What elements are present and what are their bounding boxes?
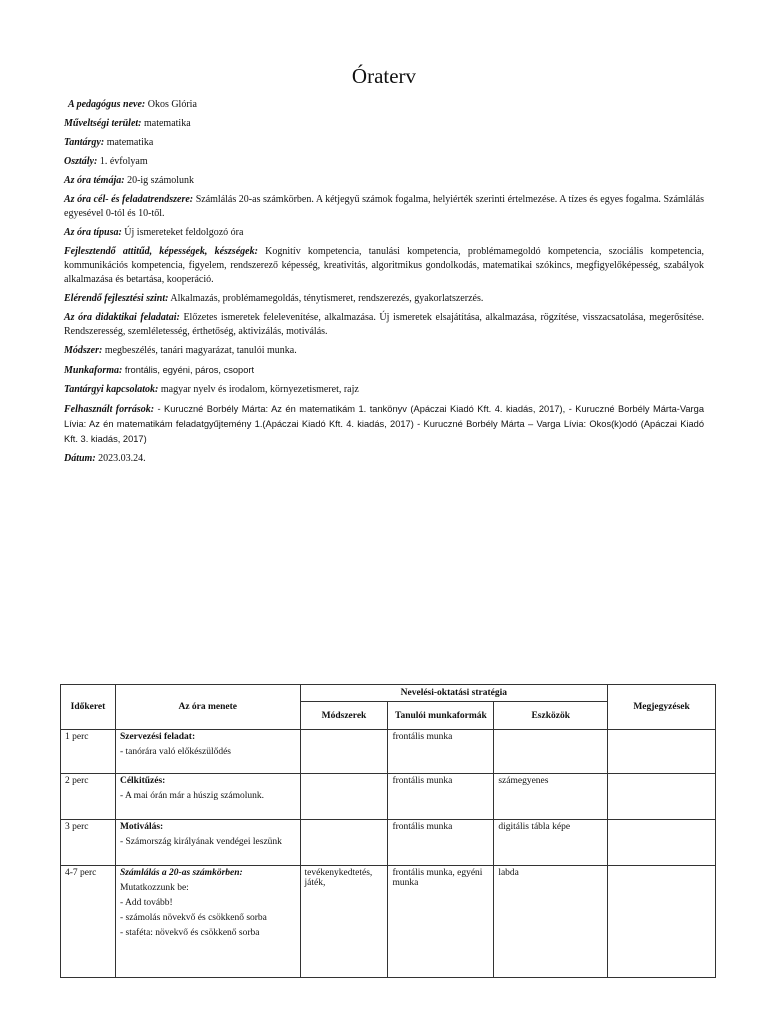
meta-type: Az óra típusa: Új ismereteket feldolgozó óra	[64, 227, 244, 238]
table-row: 4-7 perc Számlálás a 20-as számkörben: Mutatkozzunk be: - Add tovább! - számolás növekvő és csökkenő sorba - staféta: növekvő és csökkenő sorba tevékenykedtetés, játék, frontális munka, egyéni munka labda	[61, 866, 716, 978]
meta-topic: Az óra témája: 20-ig számolunk	[64, 175, 194, 186]
meta-skills: Fejlesztendő attitűd, képességek, készségek: Kognitív kompetencia, tanulási kompetencia, problémamegoldó kompetencia, szociális kompetencia, kommunikációs kompetencia, figyelem, rendszerező képesség, kreativitás, algoritmikus gondolkodás, matematikai szókincs, megfigyelőképesség, szabályok alkalmazása és betartása, kooperáció.	[64, 246, 704, 285]
table-row: 3 perc Motiválás: - Számország királyának vendégei leszünk frontális munka digitális tábla képe	[61, 820, 716, 866]
meta-domain: Műveltségi terület: matematika	[64, 118, 191, 129]
lesson-meta	[64, 98, 704, 471]
meta-goals: Az óra cél- és feladatrendszere: Számlálás 20-as számkörben. A kétjegyű számok fogalma, helyiérték szerinti értelmezése. A tízes és egyes fogalma. Számlálás egyesével 0-tól és 10-től.	[64, 194, 704, 219]
header-time: Időkeret	[61, 685, 116, 730]
meta-sources: Felhasznált források: - Kuruczné Borbély Márta: Az én matematikám 1. tankönyv (Apáczai Kiadó Kft. 4. kiadás, 2017), - Kuruczné Borbély Márta-Varga Lívia: Az én matematikám feladatgyűjtemény 1.(Apáczai Kiadó Kft. 4. kiadás, 2017) - Kuruczné Borbély Márta – Varga Lívia: Okos(k)odó (Apáczai Kiadó Kft. 3. kiadás, 2017)	[64, 404, 704, 444]
meta-teacher: A pedagógus neve: Okos Glória	[68, 99, 197, 110]
meta-date: Dátum: 2023.03.24.	[64, 453, 146, 464]
lesson-table	[60, 684, 716, 978]
meta-didactic: Az óra didaktikai feladatai: Előzetes ismeretek felelevenítése, alkalmazása. Új ismeretek elsajátítása, alkalmazása, rögzítése, visszacsatolása, megerősítése. Rendszeresség, szemléletesség, érthetőség, aktivizálás, motiválás.	[64, 312, 705, 337]
header-tools: Eszközök	[494, 702, 608, 730]
meta-method: Módszer: megbeszélés, tanári magyarázat, tanulói munka.	[64, 345, 297, 356]
table-row: 1 perc Szervezési feladat: - tanórára való előkészülődés frontális munka	[61, 730, 716, 774]
header-process: Az óra menete	[115, 685, 300, 730]
header-notes: Megjegyzések	[608, 685, 716, 730]
meta-grade: Osztály: 1. évfolyam	[64, 156, 148, 167]
header-workforms: Tanulói munkaformák	[388, 702, 494, 730]
header-strategy: Nevelési-oktatási stratégia	[300, 685, 608, 702]
meta-connections: Tantárgyi kapcsolatok: magyar nyelv és irodalom, környezetismeret, rajz	[64, 384, 359, 395]
meta-subject: Tantárgy: matematika	[64, 137, 154, 148]
meta-level: Elérendő fejlesztési szint: Alkalmazás, problémamegoldás, ténytismeret, rendszerezés, gyakorlatszerzés.	[64, 293, 484, 304]
meta-workform: Munkaforma: frontális, egyéni, páros, csoport	[64, 365, 255, 376]
table-row: 2 perc Célkitűzés: - A mai órán már a húszig számolunk. frontális munka számegyenes	[61, 774, 716, 820]
header-methods: Módszerek	[300, 702, 388, 730]
page-title: Óraterv	[351, 64, 417, 88]
